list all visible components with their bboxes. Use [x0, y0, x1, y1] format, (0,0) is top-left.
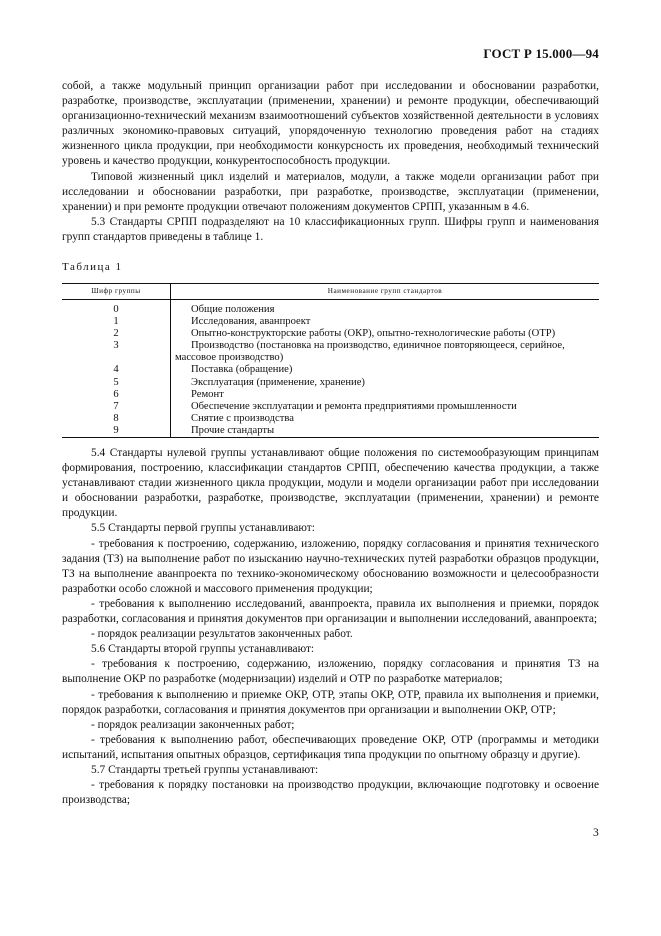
paragraph: - требования к построению, содержанию, изложению, порядку согласования и принятия технического задания (ТЗ) на выполнение работ по изысканию научно-технических путей разработки образцов продукции, ТЗ на выполнение аванпроекта по технико-экономическому обоснованию возможности и целесообразности разработки особо сложной и массового применения продукции; — [62, 537, 599, 595]
group-code: 1 — [62, 316, 171, 328]
column-header-code: Шифр группы — [62, 284, 171, 300]
group-name: Производство (постановка на производство, единичное повторяющееся, серийное, массовое производство) — [175, 340, 565, 364]
column-header-name: Наименование групп стандартов — [171, 284, 600, 300]
table-row — [62, 389, 599, 401]
group-name: Обеспечение эксплуатации и ремонта предприятиями промышленности — [191, 400, 517, 412]
table-row — [62, 328, 599, 340]
group-code: 9 — [62, 425, 171, 438]
paragraph: 5.4 Стандарты нулевой группы устанавливают общие положения по системообразующим принципам формирования, построению, классификации стандартов СРПП, обеспечению качества продукции, а также устанавливают стадии жизненного цикла продукции, модули и модели организации работ при исследовании и обосновании разработки, разработке, производстве, эксплуатации (применении, хранении) и ремонте продукции. — [62, 447, 599, 520]
paragraph: - порядок реализации результатов законченных работ. — [91, 628, 353, 641]
group-name: Эксплуатация (применение, хранение) — [191, 376, 365, 388]
group-name: Общие положения — [191, 304, 275, 315]
group-code: 8 — [62, 413, 171, 425]
group-code: 3 — [62, 340, 171, 364]
table-row — [62, 377, 599, 389]
table-row — [62, 364, 599, 376]
intro-text — [62, 79, 599, 245]
table-row — [62, 316, 599, 328]
table-row — [62, 425, 599, 438]
paragraph: - требования к выполнению исследований, аванпроекта, правила их выполнения и приемки, порядок разработки, согласования и принятия документов при организации и выполнении исследований, аванпроекта; — [62, 597, 599, 626]
group-code: 4 — [62, 364, 171, 376]
group-code: 2 — [62, 328, 171, 340]
paragraph: - требования к выполнению работ, обеспечивающих проведение ОКР, ОТР (программы и методики испытаний, испытания опытных образцов, сертификация типа продукции по опытному образцу и другие). — [62, 733, 599, 761]
table-row — [62, 401, 599, 413]
group-name: Снятие с производства — [191, 412, 294, 424]
group-code: 7 — [62, 401, 171, 413]
paragraph: - порядок реализации законченных работ; — [91, 718, 295, 731]
paragraph: - требования к выполнению и приемке ОКР, ОТР, этапы ОКР, ОТР, правила их выполнения и приемки, порядок разработки, согласования и принятия документов при организации и выполнении ОКР, ОТР; — [62, 688, 599, 716]
table-row — [62, 340, 599, 364]
table-caption: Таблица 1 — [62, 261, 123, 273]
group-name: Поставка (обращение) — [191, 364, 293, 376]
group-name: Опытно-конструкторские работы (ОКР), опытно-технологические работы (ОТР) — [191, 328, 556, 340]
paragraph: 5.5 Стандарты первой группы устанавливают: — [91, 522, 315, 535]
paragraph: - требования к порядку постановки на производство продукции, включающие подготовку и освоение производства; — [62, 779, 599, 807]
paragraph: 5.3 Стандарты СРПП подразделяют на 10 классификационных групп. Шифры групп и наименования групп стандартов приведены в таблице 1. — [62, 215, 599, 243]
group-code: 5 — [62, 377, 171, 389]
table-row — [62, 413, 599, 425]
group-name: Ремонт — [191, 388, 224, 400]
paragraph: 5.7 Стандарты третьей группы устанавливают: — [91, 763, 319, 776]
paragraph: собой, а также модульный принцип организации работ при исследовании и обосновании разработки, разработке, производстве, эксплуатации (применении, хранении) и ремонте продукции, обеспечивающий организационно-технический механизм взаимоотношений субъектов хозяйственной деятельности в условиях различных экономико-правовых ситуаций, упорядоченную технологию проведения работ на стадиях жизненного цикла продукции, при необходимости конкурсность их проведения, необходимый технический уровень и качество продукции, конкурентоспособность продукции. — [62, 80, 599, 168]
page-number: 3 — [593, 827, 599, 839]
table-row — [62, 300, 599, 317]
group-code: 6 — [62, 389, 171, 401]
paragraph: 5.6 Стандарты второй группы устанавливают: — [91, 643, 315, 656]
paragraph: Типовой жизненный цикл изделий и материалов, модули, а также модели организации работ при исследовании и обосновании разработки, при разработке, производстве, эксплуатации (применении, хранении) и при ремонте продукции отвечают положениям документов СРПП, указанным в 4.6. — [62, 170, 599, 213]
body-text — [62, 446, 599, 808]
document-header: ГОСТ Р 15.000—94 — [483, 46, 599, 61]
group-name: Прочие стандарты — [171, 425, 600, 438]
groups-table — [62, 283, 599, 438]
paragraph: - требования к построению, содержанию, изложению, порядку согласования и принятия ТЗ на выполнение ОКР по разработке (модернизации) изделий и ОТР по разработке материалов; — [62, 658, 599, 686]
group-code: 0 — [62, 300, 171, 317]
group-name: Исследования, аванпроект — [191, 316, 311, 328]
